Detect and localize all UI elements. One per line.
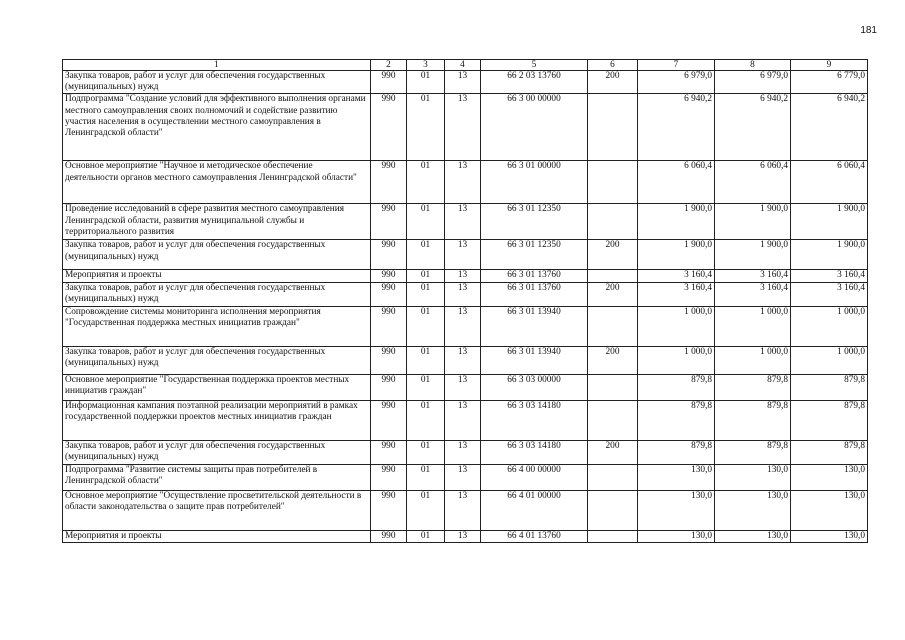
subsection-code: 13 [445, 346, 481, 374]
amount-col-9: 3 160,4 [791, 270, 868, 282]
amount-col-7: 3 160,4 [638, 270, 715, 282]
expense-type-code: 200 [588, 282, 638, 306]
amount-col-8: 3 160,4 [715, 270, 791, 282]
header-row [63, 60, 868, 71]
expense-type-code [588, 530, 638, 542]
expense-type-code [588, 464, 638, 490]
row-name: Мероприятия и проекты [63, 270, 371, 282]
table-row [63, 71, 868, 94]
section-code: 01 [407, 204, 445, 240]
expense-type-code [588, 374, 638, 400]
kgrbs-code: 990 [371, 282, 407, 306]
subsection-code: 13 [445, 440, 481, 464]
amount-col-9: 6 060,4 [791, 161, 868, 204]
amount-col-7: 6 940,2 [638, 94, 715, 161]
row-name: Закупка товаров, работ и услуг для обеспечения государственных (муниципальных) нужд [63, 240, 371, 270]
amount-col-8: 130,0 [715, 464, 791, 490]
table-row [63, 204, 868, 240]
amount-col-7: 6 060,4 [638, 161, 715, 204]
target-article-code: 66 3 01 13760 [481, 270, 588, 282]
target-article-code: 66 3 01 13940 [481, 306, 588, 346]
target-article-code: 66 3 03 14180 [481, 400, 588, 440]
section-code: 01 [407, 71, 445, 94]
amount-col-7: 1 900,0 [638, 240, 715, 270]
row-name: Основное мероприятие "Государственная поддержка проектов местных инициатив граждан" [63, 374, 371, 400]
amount-col-9: 1 000,0 [791, 346, 868, 374]
amount-col-7: 879,8 [638, 374, 715, 400]
amount-col-7: 1 900,0 [638, 204, 715, 240]
kgrbs-code: 990 [371, 530, 407, 542]
kgrbs-code: 990 [371, 374, 407, 400]
section-code: 01 [407, 440, 445, 464]
target-article-code: 66 3 01 13940 [481, 346, 588, 374]
amount-col-9: 6 940,2 [791, 94, 868, 161]
column-header: 9 [791, 60, 868, 71]
section-code: 01 [407, 306, 445, 346]
amount-col-7: 3 160,4 [638, 282, 715, 306]
amount-col-8: 879,8 [715, 374, 791, 400]
section-code: 01 [407, 240, 445, 270]
kgrbs-code: 990 [371, 71, 407, 94]
expense-type-code [588, 306, 638, 346]
amount-col-9: 130,0 [791, 490, 868, 530]
amount-col-9: 6 779,0 [791, 71, 868, 94]
section-code: 01 [407, 400, 445, 440]
subsection-code: 13 [445, 161, 481, 204]
expense-type-code [588, 490, 638, 530]
row-name: Основное мероприятие "Осуществление просветительской деятельности в области законодательства о защите прав потребителей" [63, 490, 371, 530]
amount-col-9: 130,0 [791, 464, 868, 490]
amount-col-9: 1 000,0 [791, 306, 868, 346]
column-header: 3 [407, 60, 445, 71]
column-header: 1 [63, 60, 371, 71]
section-code: 01 [407, 346, 445, 374]
expense-type-code [588, 204, 638, 240]
amount-col-7: 6 979,0 [638, 71, 715, 94]
target-article-code: 66 3 01 00000 [481, 161, 588, 204]
expense-type-code [588, 94, 638, 161]
row-name: Мероприятия и проекты [63, 530, 371, 542]
section-code: 01 [407, 161, 445, 204]
target-article-code: 66 4 00 00000 [481, 464, 588, 490]
amount-col-8: 6 940,2 [715, 94, 791, 161]
subsection-code: 13 [445, 530, 481, 542]
amount-col-8: 130,0 [715, 530, 791, 542]
section-code: 01 [407, 464, 445, 490]
expense-type-code: 200 [588, 71, 638, 94]
kgrbs-code: 990 [371, 464, 407, 490]
amount-col-8: 6 060,4 [715, 161, 791, 204]
target-article-code: 66 3 01 12350 [481, 240, 588, 270]
amount-col-7: 879,8 [638, 400, 715, 440]
subsection-code: 13 [445, 282, 481, 306]
row-name: Основное мероприятие "Научное и методическое обеспечение деятельности органов местного самоуправления Ленинградской области" [63, 161, 371, 204]
target-article-code: 66 4 01 00000 [481, 490, 588, 530]
subsection-code: 13 [445, 490, 481, 530]
section-code: 01 [407, 270, 445, 282]
table-row [63, 94, 868, 161]
amount-col-8: 879,8 [715, 400, 791, 440]
section-code: 01 [407, 374, 445, 400]
table-row [63, 270, 868, 282]
table-row [63, 530, 868, 542]
row-name: Закупка товаров, работ и услуг для обеспечения государственных (муниципальных) нужд [63, 440, 371, 464]
kgrbs-code: 990 [371, 240, 407, 270]
budget-table [62, 59, 868, 543]
row-name: Подпрограмма "Создание условий для эффективного выполнения органами местного самоуправления своих полномочий и содействие развитию участия населения в осуществлении местного самоуправления в Ленинградской области" [63, 94, 371, 161]
subsection-code: 13 [445, 240, 481, 270]
row-name: Закупка товаров, работ и услуг для обеспечения государственных (муниципальных) нужд [63, 71, 371, 94]
table-row [63, 346, 868, 374]
table-row [63, 440, 868, 464]
amount-col-8: 1 900,0 [715, 204, 791, 240]
column-header: 8 [715, 60, 791, 71]
target-article-code: 66 4 01 13760 [481, 530, 588, 542]
expense-type-code: 200 [588, 240, 638, 270]
kgrbs-code: 990 [371, 204, 407, 240]
target-article-code: 66 3 01 13760 [481, 282, 588, 306]
amount-col-8: 3 160,4 [715, 282, 791, 306]
column-header: 4 [445, 60, 481, 71]
row-name: Сопровождение системы мониторинга исполнения мероприятия "Государственная поддержка местных инициатив граждан" [63, 306, 371, 346]
target-article-code: 66 3 00 00000 [481, 94, 588, 161]
kgrbs-code: 990 [371, 270, 407, 282]
amount-col-8: 6 979,0 [715, 71, 791, 94]
amount-col-8: 879,8 [715, 440, 791, 464]
table-row [63, 282, 868, 306]
table-row [63, 306, 868, 346]
expense-type-code [588, 400, 638, 440]
column-header: 5 [481, 60, 588, 71]
subsection-code: 13 [445, 71, 481, 94]
section-code: 01 [407, 94, 445, 161]
kgrbs-code: 990 [371, 94, 407, 161]
amount-col-7: 1 000,0 [638, 306, 715, 346]
expense-type-code [588, 270, 638, 282]
amount-col-7: 130,0 [638, 490, 715, 530]
amount-col-9: 879,8 [791, 440, 868, 464]
amount-col-9: 3 160,4 [791, 282, 868, 306]
target-article-code: 66 3 01 12350 [481, 204, 588, 240]
expense-type-code: 200 [588, 440, 638, 464]
amount-col-9: 879,8 [791, 374, 868, 400]
subsection-code: 13 [445, 94, 481, 161]
row-name: Подпрограмма "Развитие системы защиты прав потребителей в Ленинградской области" [63, 464, 371, 490]
subsection-code: 13 [445, 270, 481, 282]
subsection-code: 13 [445, 400, 481, 440]
page-number: 181 [860, 25, 877, 36]
amount-col-8: 130,0 [715, 490, 791, 530]
amount-col-9: 879,8 [791, 400, 868, 440]
target-article-code: 66 2 03 13760 [481, 71, 588, 94]
row-name: Информационная кампания поэтапной реализации мероприятий в рамках государственной поддержки проектов местных инициатив граждан [63, 400, 371, 440]
target-article-code: 66 3 03 00000 [481, 374, 588, 400]
subsection-code: 13 [445, 204, 481, 240]
row-name: Закупка товаров, работ и услуг для обеспечения государственных (муниципальных) нужд [63, 282, 371, 306]
column-header: 2 [371, 60, 407, 71]
kgrbs-code: 990 [371, 346, 407, 374]
table-row [63, 374, 868, 400]
row-name: Закупка товаров, работ и услуг для обеспечения государственных (муниципальных) нужд [63, 346, 371, 374]
amount-col-9: 130,0 [791, 530, 868, 542]
subsection-code: 13 [445, 464, 481, 490]
kgrbs-code: 990 [371, 306, 407, 346]
row-name: Проведение исследований в сфере развития местного самоуправления Ленинградской области, развития муниципальной службы и территориального развития [63, 204, 371, 240]
amount-col-8: 1 000,0 [715, 306, 791, 346]
amount-col-7: 879,8 [638, 440, 715, 464]
kgrbs-code: 990 [371, 161, 407, 204]
column-header: 6 [588, 60, 638, 71]
table-row [63, 400, 868, 440]
kgrbs-code: 990 [371, 400, 407, 440]
subsection-code: 13 [445, 306, 481, 346]
section-code: 01 [407, 490, 445, 530]
expense-type-code [588, 161, 638, 204]
column-header: 7 [638, 60, 715, 71]
kgrbs-code: 990 [371, 440, 407, 464]
table-row [63, 490, 868, 530]
kgrbs-code: 990 [371, 490, 407, 530]
section-code: 01 [407, 530, 445, 542]
amount-col-7: 130,0 [638, 464, 715, 490]
amount-col-8: 1 000,0 [715, 346, 791, 374]
table-row [63, 240, 868, 270]
target-article-code: 66 3 03 14180 [481, 440, 588, 464]
amount-col-7: 130,0 [638, 530, 715, 542]
table-row [63, 161, 868, 204]
table-row [63, 464, 868, 490]
amount-col-8: 1 900,0 [715, 240, 791, 270]
subsection-code: 13 [445, 374, 481, 400]
section-code: 01 [407, 282, 445, 306]
expense-type-code: 200 [588, 346, 638, 374]
amount-col-9: 1 900,0 [791, 240, 868, 270]
amount-col-9: 1 900,0 [791, 204, 868, 240]
amount-col-7: 1 000,0 [638, 346, 715, 374]
